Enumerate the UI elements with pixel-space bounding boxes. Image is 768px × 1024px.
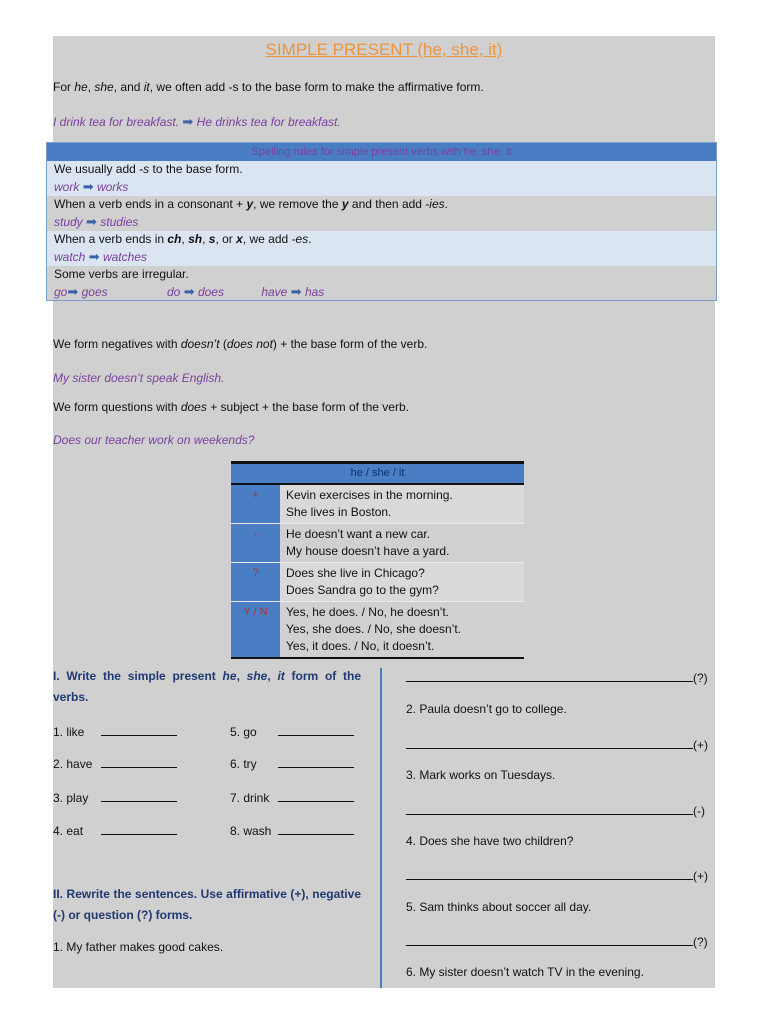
answer-blank[interactable] — [278, 789, 354, 802]
list-item: 2. have — [53, 755, 177, 771]
list-item: 5. go — [230, 723, 354, 739]
answer-blank[interactable] — [406, 669, 693, 682]
negatives-rule: We form negatives with doesn’t (does not) + the base form of the verb. — [53, 337, 428, 351]
summary-table — [231, 461, 524, 659]
answer-blank[interactable] — [406, 867, 693, 880]
answer-blank[interactable] — [101, 789, 177, 802]
spelling-rule-3: When a verb ends in ch, sh, s, or x, we add -es. watch ➡ watches — [47, 231, 716, 266]
list-item: 7. drink — [230, 789, 354, 805]
questions-example: Does our teacher work on weekends? — [53, 433, 255, 447]
spelling-rules-box — [46, 142, 717, 301]
answer-line: (+) — [406, 736, 708, 752]
list-item: 8. wash — [230, 822, 354, 838]
answer-line: (?) — [406, 933, 708, 949]
exercise1-heading: I. Write the simple present he, she, it form of the verbs. — [53, 669, 362, 704]
answer-blank[interactable] — [278, 723, 354, 736]
answer-blank[interactable] — [406, 933, 693, 946]
exercise2-heading: II. Rewrite the sentences. Use affirmative (+), negative (-) or question (?) forms. — [53, 887, 361, 922]
answer-blank[interactable] — [406, 736, 693, 749]
table-row — [231, 524, 524, 563]
list-item: 4. eat — [53, 822, 177, 838]
spelling-rule-2: When a verb ends in a consonant + y, we remove the y and then add -ies. study ➡ studies — [54, 197, 448, 229]
arrow-right-icon: ➡ — [88, 249, 100, 264]
list-item: 1. like — [53, 723, 177, 739]
spelling-rule-4: Some verbs are irregular. go➡ goes do ➡ does have ➡ has — [54, 267, 325, 299]
sign-cell: - — [231, 524, 280, 562]
answer-blank[interactable] — [278, 755, 354, 768]
exercise2-sentence: 5. Sam thinks about soccer all day. — [406, 900, 592, 914]
exercise2-item-1: 1. My father makes good cakes. — [53, 940, 224, 954]
answer-blank[interactable] — [101, 822, 177, 835]
list-item: 6. try — [230, 755, 354, 771]
arrow-right-icon: ➡ — [67, 284, 79, 299]
arrow-right-icon: ➡ — [183, 284, 195, 299]
answer-blank[interactable] — [101, 723, 177, 736]
sign-cell: ? — [231, 563, 280, 601]
negatives-example: My sister doesn’t speak English. — [53, 371, 225, 385]
page-title: SIMPLE PRESENT (he, she, it) — [265, 40, 503, 59]
answer-blank[interactable] — [278, 822, 354, 835]
arrow-right-icon: ➡ — [182, 114, 194, 129]
column-divider — [380, 668, 382, 988]
spelling-rule-1: We usually add -s to the base form. work ➡ works — [47, 161, 716, 196]
table-row — [231, 485, 524, 524]
questions-rule: We form questions with does + subject + the base form of the verb. — [53, 400, 409, 414]
example-cell: Kevin exercises in the morning. She lives in Boston. — [280, 485, 524, 523]
sign-cell: + — [231, 485, 280, 523]
spelling-rules-header: Spelling rules for simple present verbs with he, she, it — [47, 143, 716, 161]
example-cell: Does she live in Chicago? Does Sandra go to the gym? — [280, 563, 524, 601]
answer-line: (-) — [406, 802, 705, 818]
answer-line: (+) — [406, 867, 708, 883]
list-item: 3. play — [53, 789, 177, 805]
exercise2-sentence: 6. My sister doesn’t watch TV in the evening. — [406, 965, 644, 979]
example-cell: He doesn’t want a new car. My house doesn’t have a yard. — [280, 524, 524, 562]
intro-example: I drink tea for breakfast. ➡ He drinks tea for breakfast. — [53, 114, 341, 129]
answer-blank[interactable] — [101, 755, 177, 768]
exercise2-sentence: 4. Does she have two children? — [406, 834, 574, 848]
table-row — [231, 563, 524, 602]
example-cell: Yes, he does. / No, he doesn’t. Yes, she does. / No, she doesn’t. Yes, it does. / No, it doesn’t. — [280, 602, 524, 657]
intro-text: For he, she, and it, we often add -s to the base form to make the affirmative form. — [53, 80, 484, 94]
arrow-right-icon: ➡ — [290, 284, 302, 299]
exercise2-sentence: 2. Paula doesn’t go to college. — [406, 702, 567, 716]
arrow-right-icon: ➡ — [86, 214, 97, 229]
arrow-right-icon: ➡ — [82, 179, 94, 194]
answer-blank[interactable] — [406, 802, 693, 815]
table-row — [231, 602, 524, 657]
summary-table-header: he / she / it — [231, 464, 524, 485]
answer-line: (?) — [406, 669, 708, 685]
exercise2-sentence: 3. Mark works on Tuesdays. — [406, 768, 556, 782]
sign-cell: Y / N — [231, 602, 280, 657]
